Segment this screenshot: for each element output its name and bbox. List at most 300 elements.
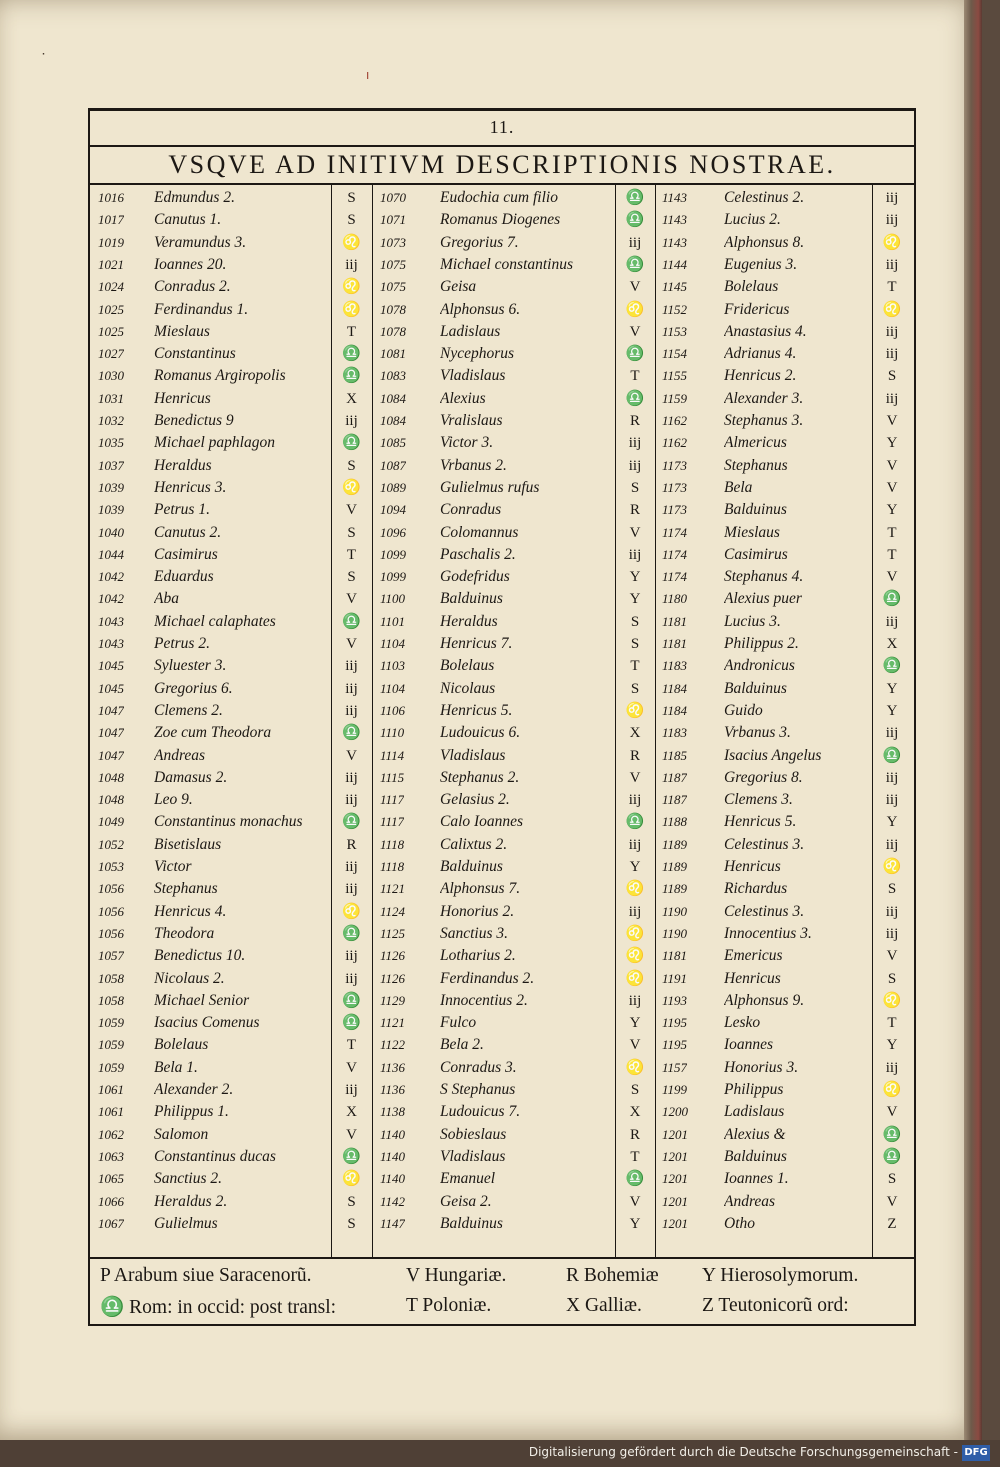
- legend-item: T Poloniæ.: [406, 1295, 492, 1316]
- year-cell: 1083: [380, 368, 406, 384]
- book-spine: [964, 0, 982, 1440]
- realm-sign-cell: V: [886, 1104, 898, 1121]
- year-cell: 1025: [98, 301, 124, 317]
- ruler-name-cell: Ludouicus 7.: [440, 1103, 521, 1121]
- ruler-name-cell: Godefridus: [440, 568, 510, 586]
- year-cell: 1017: [98, 212, 124, 228]
- ruler-name-cell: Otho: [724, 1214, 755, 1232]
- ruler-name-cell: Nycephorus: [440, 345, 515, 363]
- realm-sign-cell: R: [629, 413, 640, 429]
- year-cell: 1124: [380, 903, 406, 919]
- realm-sign-cell: S: [630, 613, 640, 630]
- ruler-name-cell: Romanus Diogenes: [440, 211, 561, 229]
- year-cell: 1078: [380, 323, 406, 339]
- year-cell: 1136: [380, 1059, 406, 1075]
- ruler-name-cell: Lesko: [724, 1014, 761, 1032]
- realm-sign-cell: ♌: [882, 992, 902, 1009]
- ruler-name-cell: Casimirus: [154, 545, 218, 563]
- year-cell: 1189: [662, 881, 688, 897]
- realm-sign-cell: iij: [628, 234, 642, 251]
- realm-sign-cell: ♎: [882, 658, 902, 675]
- year-cell: 1100: [380, 591, 406, 607]
- realm-sign-cell: T: [887, 546, 897, 563]
- realm-sign-cell: Y: [886, 814, 898, 831]
- realm-sign-cell: iij: [345, 970, 358, 987]
- ruler-name-cell: Nicolaus 2.: [154, 969, 225, 987]
- year-cell: 1059: [98, 1037, 124, 1053]
- realm-sign-cell: R: [346, 836, 357, 853]
- realm-sign-cell: iij: [345, 881, 358, 898]
- legend-item: Y Hierosolymorum.: [702, 1265, 859, 1286]
- legend-item: ♎ Rom: in occid: post transl:: [100, 1297, 337, 1318]
- realm-sign-cell: ♎: [625, 212, 645, 229]
- year-cell: 1199: [662, 1082, 688, 1097]
- ruler-name-cell: Stephanus 4.: [724, 568, 804, 586]
- year-cell: 1173: [662, 502, 688, 518]
- realm-sign-cell: Y: [629, 1215, 641, 1232]
- ruler-name-cell: Eudochia cum filio: [440, 189, 558, 206]
- year-cell: 1099: [380, 546, 406, 562]
- realm-sign-cell: ♎: [625, 390, 645, 407]
- page-title: VSQVE AD INITIVM DESCRIPTIONIS NOSTRAE.: [90, 145, 914, 185]
- year-cell: 1142: [380, 1193, 406, 1209]
- ruler-name-cell: Heraldus: [440, 612, 498, 630]
- ruler-name-cell: Constantinus monachus: [154, 813, 303, 831]
- realm-sign-cell: iij: [885, 792, 899, 809]
- realm-sign-cell: iij: [628, 836, 642, 853]
- realm-sign-cell: V: [886, 948, 898, 965]
- realm-sign-cell: Y: [886, 702, 898, 719]
- page-number: 11.: [489, 117, 515, 137]
- realm-sign-cell: iij: [345, 859, 358, 875]
- year-cell: 1154: [662, 346, 688, 362]
- realm-sign-cell: iij: [628, 457, 642, 474]
- realm-sign-cell: S: [630, 479, 640, 496]
- table-row: [90, 945, 914, 967]
- ruler-name-cell: Bisetislaus: [154, 835, 222, 853]
- ruler-name-cell: Ferdinandus 2.: [440, 969, 535, 987]
- legend-line-2: [100, 1295, 906, 1323]
- table-row: [90, 923, 914, 945]
- footer-bar: [0, 1440, 1000, 1467]
- table-row: [90, 811, 914, 833]
- realm-sign-cell: iij: [885, 903, 899, 920]
- year-cell: 1143: [662, 234, 688, 250]
- realm-sign-cell: iij: [885, 346, 899, 363]
- realm-sign-cell: iij: [885, 836, 899, 853]
- realm-sign-cell: Y: [886, 680, 898, 697]
- ruler-name-cell: Vladislaus: [440, 367, 506, 385]
- year-cell: 1061: [98, 1104, 124, 1120]
- chronology-table: [90, 185, 914, 1257]
- year-cell: 1191: [662, 970, 688, 986]
- realm-sign-cell: Y: [629, 591, 641, 608]
- year-cell: 1140: [380, 1126, 406, 1142]
- ruler-name-cell: Isacius Angelus: [724, 746, 822, 764]
- year-cell: 1048: [98, 769, 124, 785]
- realm-sign-cell: iij: [345, 658, 358, 675]
- realm-sign-cell: ♌: [882, 234, 902, 251]
- table-row: [90, 477, 914, 499]
- ruler-name-cell: Innocentius 3.: [724, 924, 812, 942]
- realm-sign-cell: ♌: [342, 279, 361, 296]
- ruler-name-cell: Adrianus 4.: [724, 345, 797, 363]
- ruler-name-cell: Henricus 4.: [154, 902, 227, 920]
- ruler-name-cell: Constantinus ducas: [154, 1147, 276, 1165]
- realm-sign-cell: T: [887, 524, 897, 541]
- table-row: [90, 611, 914, 633]
- realm-sign-cell: ♎: [342, 346, 361, 363]
- ruler-name-cell: S Stephanus: [440, 1081, 516, 1098]
- realm-sign-cell: iij: [628, 546, 642, 563]
- year-cell: 1065: [98, 1171, 124, 1187]
- ruler-name-cell: Vrbanus 3.: [724, 724, 791, 742]
- year-cell: 1140: [380, 1171, 406, 1187]
- ruler-name-cell: Alphonsus 9.: [724, 991, 805, 1009]
- realm-sign-cell: Y: [629, 569, 641, 586]
- ruler-name-cell: Lucius 2.: [724, 211, 781, 229]
- ruler-name-cell: Romanus Argiropolis: [154, 367, 286, 385]
- table-row: [90, 276, 914, 298]
- legend-item: R Bohemiæ: [566, 1265, 659, 1286]
- year-cell: 1129: [380, 992, 406, 1008]
- year-cell: 1037: [98, 457, 124, 473]
- ruler-name-cell: Veramundus 3.: [154, 233, 247, 251]
- realm-sign-cell: S: [347, 212, 356, 229]
- ruler-name-cell: Canutus 1.: [154, 211, 222, 229]
- ruler-name-cell: Gulielmus rufus: [440, 478, 540, 496]
- realm-sign-cell: S: [887, 881, 897, 898]
- realm-sign-cell: V: [629, 323, 641, 340]
- year-cell: 1159: [662, 390, 688, 406]
- realm-sign-cell: ♎: [625, 256, 645, 273]
- realm-sign-cell: iij: [345, 948, 358, 965]
- year-cell: 1071: [380, 212, 406, 228]
- realm-sign-cell: V: [346, 747, 357, 764]
- table-row: [90, 254, 914, 276]
- table-row: [90, 856, 914, 878]
- realm-sign-cell: ♎: [882, 1126, 902, 1143]
- realm-sign-cell: ♎: [625, 190, 645, 206]
- realm-sign-cell: Y: [886, 502, 898, 519]
- realm-sign-cell: Y: [629, 859, 641, 875]
- year-cell: 1101: [380, 613, 406, 629]
- year-cell: 1057: [98, 948, 124, 964]
- realm-sign-cell: Y: [629, 1015, 641, 1032]
- year-cell: 1058: [98, 970, 124, 986]
- year-cell: 1188: [662, 814, 688, 830]
- year-cell: 1115: [380, 769, 405, 785]
- ruler-name-cell: Balduinus: [440, 1214, 503, 1232]
- year-cell: 1193: [662, 992, 688, 1008]
- ruler-name-cell: Stephanus 2.: [440, 768, 520, 786]
- realm-sign-cell: ♌: [625, 702, 645, 719]
- table-row: [90, 1124, 914, 1146]
- year-cell: 1153: [662, 323, 688, 339]
- year-cell: 1190: [662, 925, 688, 941]
- table-row: [90, 455, 914, 477]
- realm-sign-cell: ♎: [342, 992, 361, 1009]
- table-row: [90, 1034, 914, 1056]
- ruler-name-cell: Salomon: [154, 1125, 209, 1143]
- realm-sign-cell: iij: [885, 613, 899, 630]
- ruler-name-cell: Gulielmus: [154, 1214, 218, 1232]
- year-cell: 1030: [98, 368, 124, 384]
- table-row: [90, 678, 914, 700]
- ruler-name-cell: Petrus 2.: [154, 635, 210, 652]
- ruler-name-cell: Alexander 3.: [724, 389, 804, 407]
- legend: [90, 1257, 914, 1329]
- year-cell: 1138: [380, 1104, 406, 1120]
- ruler-name-cell: Eduardus: [154, 568, 214, 586]
- ruler-name-cell: Fridericus: [724, 300, 790, 318]
- ruler-name-cell: Celestinus 3.: [724, 902, 805, 920]
- realm-sign-cell: iij: [345, 680, 358, 697]
- year-cell: 1016: [98, 190, 124, 205]
- realm-sign-cell: V: [629, 769, 641, 786]
- realm-sign-cell: iij: [345, 702, 358, 719]
- table-row: [90, 745, 914, 767]
- ruler-name-cell: Philippus 2.: [724, 635, 799, 652]
- year-cell: 1087: [380, 457, 406, 473]
- realm-sign-cell: S: [347, 524, 356, 541]
- year-cell: 1061: [98, 1082, 124, 1097]
- ruler-name-cell: Gelasius 2.: [440, 791, 510, 809]
- ruler-name-cell: Ludouicus 6.: [440, 724, 521, 742]
- ruler-name-cell: Colomannus: [440, 523, 519, 541]
- year-cell: 1190: [662, 903, 688, 919]
- realm-sign-cell: S: [630, 1082, 640, 1098]
- realm-sign-cell: X: [346, 390, 357, 407]
- realm-sign-cell: R: [629, 747, 640, 764]
- year-cell: 1181: [662, 636, 688, 651]
- realm-sign-cell: iij: [885, 212, 899, 229]
- year-cell: 1070: [380, 190, 406, 205]
- year-cell: 1189: [662, 859, 688, 874]
- year-cell: 1126: [380, 948, 406, 964]
- year-cell: 1183: [662, 725, 688, 741]
- year-cell: 1184: [662, 680, 688, 696]
- ruler-name-cell: Alexius puer: [724, 590, 802, 608]
- ruler-name-cell: Innocentius 2.: [440, 991, 528, 1009]
- ruler-name-cell: Henricus: [724, 969, 781, 987]
- ruler-name-cell: Honorius 3.: [724, 1058, 799, 1076]
- ruler-name-cell: Henricus 2.: [724, 367, 797, 385]
- year-cell: 1096: [380, 524, 406, 540]
- table-row: [90, 655, 914, 677]
- realm-sign-cell: iij: [345, 413, 358, 429]
- year-cell: 1110: [380, 725, 405, 741]
- table-row: [90, 1213, 914, 1235]
- table-row: [90, 388, 914, 410]
- year-cell: 1140: [380, 1148, 406, 1164]
- realm-sign-cell: ♌: [342, 479, 361, 496]
- year-cell: 1143: [662, 190, 688, 205]
- realm-sign-cell: iij: [345, 769, 358, 786]
- ruler-name-cell: Henricus 5.: [724, 813, 797, 831]
- realm-sign-cell: ♎: [882, 747, 902, 764]
- year-cell: 1201: [662, 1171, 688, 1187]
- legend-item: V Hungariæ.: [406, 1265, 507, 1286]
- ruler-name-cell: Ferdinandus 1.: [154, 300, 249, 318]
- realm-sign-cell: ♎: [342, 814, 361, 831]
- realm-sign-cell: ♎: [342, 435, 361, 452]
- year-cell: 1143: [662, 212, 688, 228]
- realm-sign-cell: iij: [885, 323, 899, 340]
- year-cell: 1032: [98, 413, 124, 428]
- table-row: [90, 1079, 914, 1101]
- year-cell: 1043: [98, 613, 124, 629]
- year-cell: 1121: [380, 1015, 406, 1031]
- ruler-name-cell: Victor: [154, 858, 192, 875]
- table-row: [90, 588, 914, 610]
- ruler-name-cell: Lotharius 2.: [440, 947, 516, 965]
- year-cell: 1045: [98, 680, 124, 696]
- year-cell: 1147: [380, 1215, 406, 1231]
- realm-sign-cell: T: [630, 658, 640, 675]
- table-row: [90, 700, 914, 722]
- year-cell: 1049: [98, 814, 124, 830]
- realm-sign-cell: iij: [885, 925, 899, 942]
- year-cell: 1181: [662, 613, 688, 629]
- year-cell: 1136: [380, 1082, 406, 1097]
- table-row: [90, 544, 914, 566]
- table-row: [90, 1168, 914, 1190]
- realm-sign-cell: iij: [885, 769, 899, 786]
- realm-sign-cell: ♌: [342, 301, 361, 318]
- ruler-name-cell: Heraldus 2.: [154, 1192, 228, 1210]
- year-cell: 1035: [98, 435, 124, 451]
- table-row: [90, 789, 914, 811]
- realm-sign-cell: V: [886, 479, 898, 496]
- year-cell: 1063: [98, 1148, 124, 1164]
- year-cell: 1189: [662, 836, 688, 852]
- realm-sign-cell: iij: [345, 792, 358, 809]
- ruler-name-cell: Paschalis 2.: [440, 545, 516, 563]
- dfg-logo: DFG: [962, 1445, 990, 1461]
- year-cell: 1104: [380, 636, 406, 651]
- realm-sign-cell: ♎: [882, 1148, 902, 1165]
- ruler-name-cell: Gregorius 7.: [440, 233, 519, 251]
- realm-sign-cell: ♎: [342, 613, 361, 630]
- realm-sign-cell: ♌: [625, 881, 645, 898]
- ruler-name-cell: Bela: [724, 478, 753, 496]
- ruler-name-cell: Alphonsus 8.: [724, 233, 805, 251]
- ruler-name-cell: Sanctius 3.: [440, 924, 509, 942]
- year-cell: 1043: [98, 636, 124, 651]
- realm-sign-cell: V: [346, 1059, 357, 1076]
- year-cell: 1162: [662, 413, 688, 428]
- ruler-name-cell: Syluester 3.: [154, 657, 227, 675]
- year-cell: 1173: [662, 457, 688, 473]
- ruler-name-cell: Guido: [724, 701, 763, 719]
- ruler-name-cell: Victor 3.: [440, 434, 494, 452]
- ruler-name-cell: Almericus: [724, 434, 787, 452]
- realm-sign-cell: V: [629, 524, 641, 541]
- ruler-name-cell: Balduinus: [440, 590, 503, 608]
- ruler-name-cell: Balduinus: [724, 501, 787, 519]
- year-cell: 1181: [662, 948, 688, 964]
- year-cell: 1053: [98, 859, 124, 874]
- legend-line-1: [100, 1265, 906, 1293]
- ruler-name-cell: Michael calaphates: [154, 612, 276, 630]
- ruler-name-cell: Stephanus 3.: [724, 412, 804, 429]
- year-cell: 1103: [380, 658, 406, 674]
- realm-sign-cell: ♌: [625, 301, 645, 318]
- ruler-name-cell: Stephanus: [154, 880, 218, 898]
- ruler-name-cell: Gregorius 6.: [154, 679, 233, 697]
- table-row: [90, 767, 914, 789]
- realm-sign-cell: V: [346, 591, 357, 608]
- ruler-name-cell: Alphonsus 6.: [440, 300, 521, 318]
- table-row: [90, 990, 914, 1012]
- realm-sign-cell: ♌: [625, 925, 645, 942]
- year-cell: 1155: [662, 368, 688, 384]
- year-cell: 1195: [662, 1015, 688, 1031]
- year-cell: 1084: [380, 413, 406, 428]
- year-cell: 1039: [98, 479, 124, 495]
- year-cell: 1027: [98, 346, 124, 362]
- year-cell: 1201: [662, 1215, 688, 1231]
- ruler-name-cell: Alphonsus 7.: [440, 880, 521, 898]
- realm-sign-cell: ♎: [882, 591, 902, 608]
- year-cell: 1073: [380, 234, 406, 250]
- year-cell: 1201: [662, 1126, 688, 1142]
- ruler-name-cell: Michael constantinus: [440, 255, 574, 273]
- table-row: [90, 1146, 914, 1168]
- year-cell: 1174: [662, 569, 688, 585]
- ruler-name-cell: Anastasius 4.: [724, 322, 807, 340]
- table-row: [90, 232, 914, 254]
- ruler-name-cell: Philippus 1.: [154, 1103, 229, 1121]
- year-cell: 1187: [662, 792, 688, 808]
- ruler-name-cell: Ioannes 20.: [154, 255, 227, 273]
- ruler-name-cell: Zoe cum Theodora: [154, 724, 272, 742]
- ruler-name-cell: Vladislaus: [440, 746, 506, 764]
- ruler-name-cell: Conradus: [440, 501, 502, 519]
- realm-sign-cell: S: [347, 1215, 356, 1232]
- ruler-name-cell: Vralislaus: [440, 412, 503, 429]
- table-row: [90, 566, 914, 588]
- year-cell: 1200: [662, 1104, 688, 1120]
- ruler-name-cell: Emericus: [724, 947, 783, 965]
- ruler-name-cell: Damasus 2.: [154, 768, 228, 786]
- year-cell: 1173: [662, 479, 688, 495]
- table-row: [90, 522, 914, 544]
- realm-sign-cell: V: [886, 1193, 898, 1210]
- realm-sign-cell: V: [346, 636, 357, 652]
- realm-sign-cell: R: [629, 1126, 640, 1143]
- year-cell: 1187: [662, 769, 688, 785]
- ruler-name-cell: Benedictus 9: [154, 412, 234, 429]
- ruler-name-cell: Constantinus: [154, 345, 236, 363]
- legend-item: X Galliæ.: [566, 1295, 642, 1316]
- realm-sign-cell: ♎: [342, 1148, 361, 1165]
- realm-sign-cell: V: [886, 569, 898, 586]
- year-cell: 1201: [662, 1148, 688, 1164]
- ruler-name-cell: Sobieslaus: [440, 1125, 507, 1143]
- year-cell: 1104: [380, 680, 406, 696]
- realm-sign-cell: S: [630, 680, 640, 697]
- year-cell: 1047: [98, 702, 124, 718]
- realm-sign-cell: ♌: [882, 301, 902, 318]
- table-row: [90, 901, 914, 923]
- ruler-name-cell: Ladislaus: [724, 1103, 785, 1121]
- year-cell: 1118: [380, 836, 405, 852]
- year-cell: 1183: [662, 658, 688, 674]
- ruler-name-cell: Andronicus: [724, 657, 795, 675]
- ruler-name-cell: Andreas: [724, 1192, 776, 1210]
